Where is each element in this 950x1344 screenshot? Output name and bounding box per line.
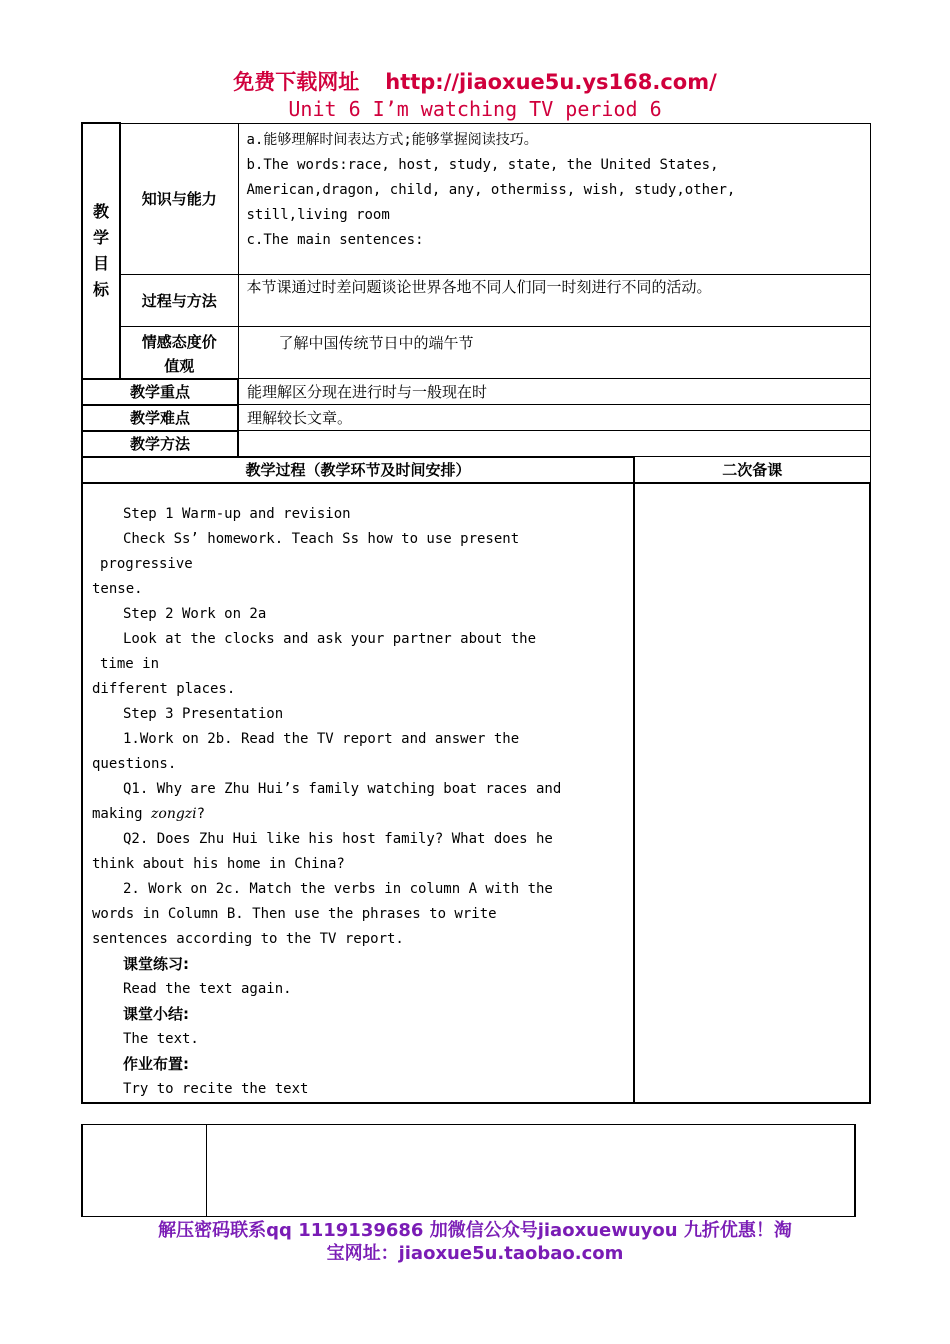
revision-header: 二次备课 — [634, 457, 870, 483]
knowledge-line: a.能够理解时间表达方式;能够掌握阅读技巧。 — [246, 131, 538, 148]
process-header: 教学过程（教学环节及时间安排） — [82, 457, 634, 483]
summary-text: The text. — [123, 1030, 199, 1047]
process-method-label: 过程与方法 — [120, 274, 238, 326]
question-text: think about his home in China? — [92, 855, 345, 872]
side-char: 学 — [92, 227, 109, 247]
step-title: Step 2 Work on 2a — [123, 605, 267, 622]
process-method-content: 本节课通过时差问题谈论世界各地不同人们同一时刻进行不同的活动。 — [238, 274, 870, 326]
reflection-bottom-line — [83, 1216, 854, 1217]
method-label: 教学方法 — [82, 431, 238, 457]
attitude-label: 情感态度价 值观 — [120, 326, 238, 379]
site-header — [0, 66, 950, 96]
question-text: making zongzi? — [92, 805, 206, 822]
step-text: tense. — [92, 580, 143, 597]
step-text: Check Ss’ homework. Teach Ss how to use present — [123, 530, 520, 547]
question-text: Q1. Why are Zhu Hui’s family watching boat races and — [123, 780, 562, 797]
difficult-point-label: 教学难点 — [82, 405, 238, 431]
knowledge-content — [238, 123, 870, 274]
attitude-content: 了解中国传统节日中的端午节 — [238, 326, 870, 379]
knowledge-line: c.The main sentences: — [246, 231, 424, 248]
knowledge-line: American,dragon, child, any, othermiss, wish, study,other, — [246, 181, 736, 198]
objectives-side-label — [82, 123, 120, 379]
step-text: questions. — [92, 755, 177, 772]
step-text: words in Column B. Then use the phrases to write — [92, 905, 497, 922]
side-char: 目 — [92, 253, 109, 273]
footer-notice — [80, 1219, 870, 1265]
knowledge-line: b.The words:race, host, study, state, the United States, — [246, 156, 719, 173]
homework-label: 作业布置: — [123, 1054, 189, 1073]
key-point-label: 教学重点 — [82, 379, 238, 405]
step-text: 1.Work on 2b. Read the TV report and answer the — [123, 730, 520, 747]
key-point-content: 能理解区分现在进行时与一般现在时 — [238, 379, 870, 405]
homework-text: Try to recite the text — [123, 1080, 309, 1097]
step-title: Step 3 Presentation — [123, 705, 284, 722]
difficult-point-content: 理解较长文章。 — [238, 405, 870, 431]
practice-label: 课堂练习: — [123, 954, 189, 973]
method-content — [238, 431, 870, 457]
step-text: Look at the clocks and ask your partner about the — [123, 630, 537, 647]
step-text: progressive — [100, 555, 193, 572]
site-label: 免费下载网址 — [233, 70, 360, 94]
site-url-link[interactable]: http://jiaoxue5u.ys168.com/ — [385, 70, 717, 94]
step-text: time in — [100, 655, 160, 672]
side-char: 标 — [92, 279, 109, 299]
reflection-box — [81, 1124, 856, 1217]
knowledge-label: 知识与能力 — [120, 123, 238, 274]
footer-line: 解压密码联系qq 1119139686 加微信公众号jiaoxuewuyou 九折优惠！淘 — [158, 1220, 792, 1241]
side-char: 教 — [92, 201, 109, 221]
revision-notes-cell — [634, 483, 870, 1103]
page-title: Unit 6 I’m watching TV period 6 — [288, 97, 662, 121]
reflection-divider — [206, 1125, 207, 1217]
step-text: sentences according to the TV report. — [92, 930, 404, 947]
knowledge-line: still,living room — [246, 206, 390, 223]
step-text: different places. — [92, 680, 236, 697]
question-text: Q2. Does Zhu Hui like his host family? What does he — [123, 830, 553, 847]
lesson-plan-table — [81, 122, 871, 1104]
step-text: 2. Work on 2c. Match the verbs in column A with the — [123, 880, 553, 897]
process-content — [82, 483, 634, 1103]
step-title: Step 1 Warm-up and revision — [123, 505, 351, 522]
footer-line: 宝网址：jiaoxue5u.taobao.com — [326, 1243, 624, 1264]
summary-label: 课堂小结: — [123, 1004, 189, 1023]
practice-text: Read the text again. — [123, 980, 292, 997]
